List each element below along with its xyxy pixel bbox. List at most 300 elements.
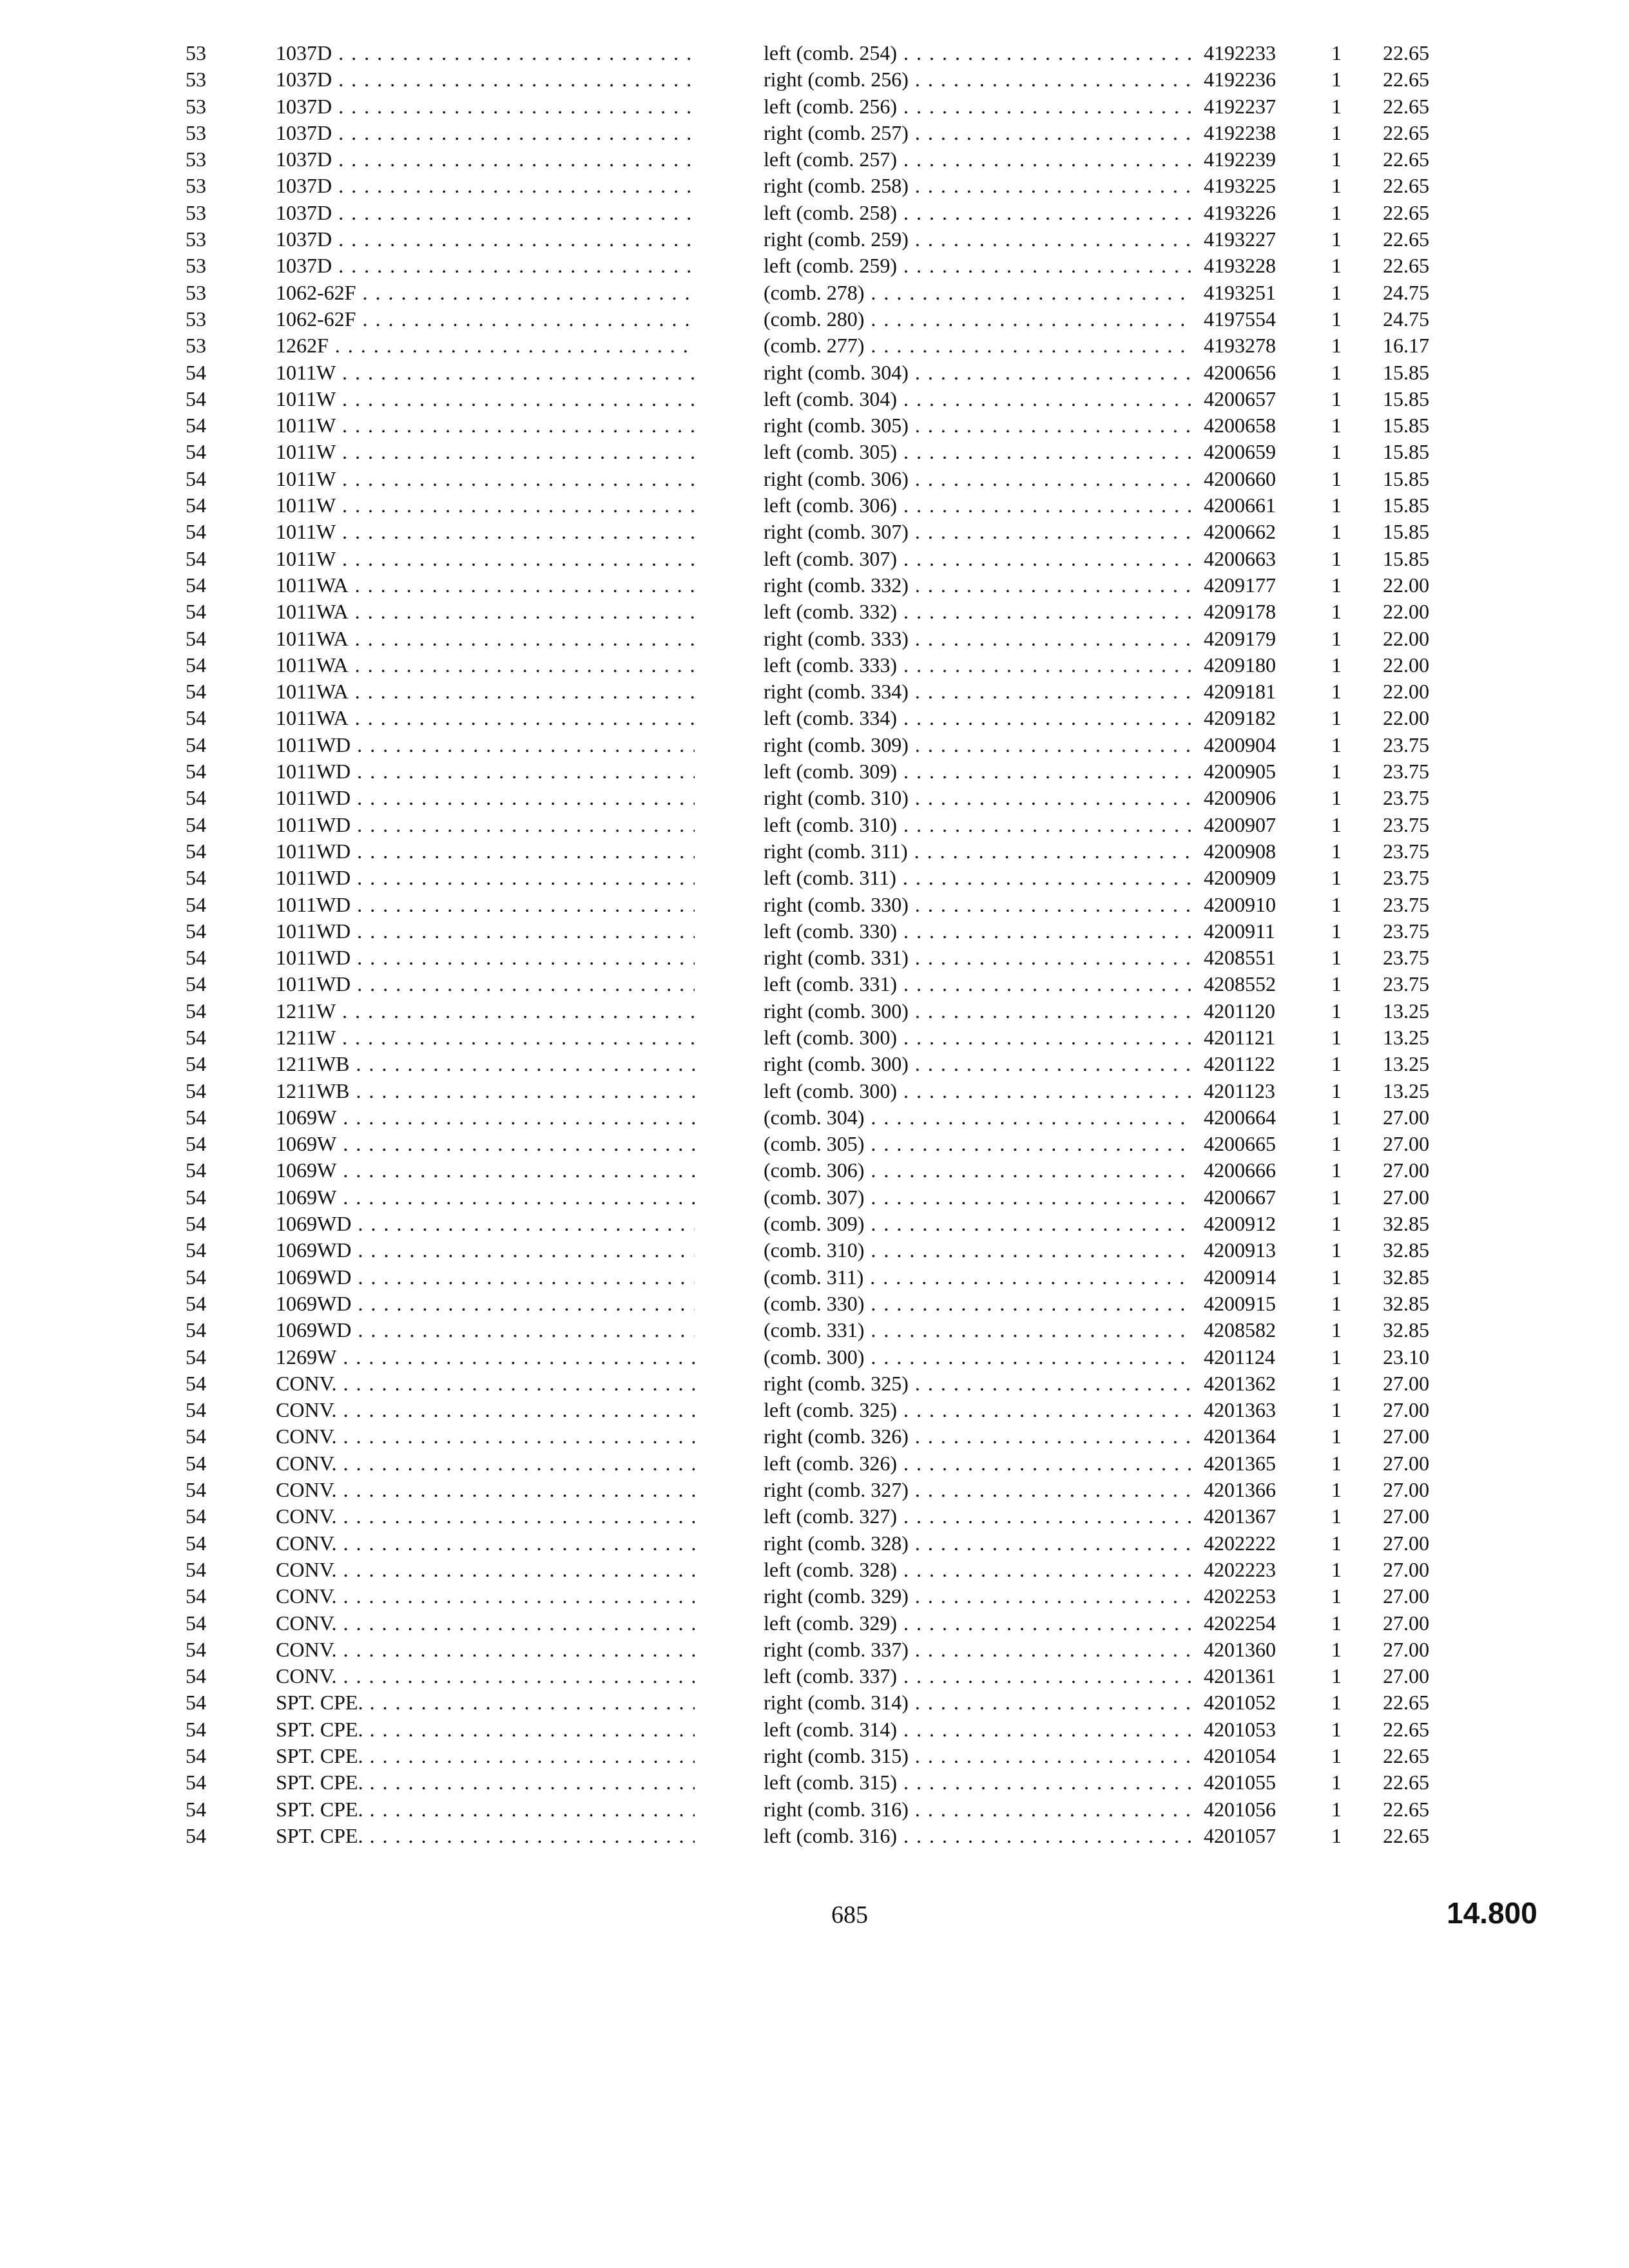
part-number-cell: 4200910 (1204, 892, 1276, 916)
part-number-cell: 4201123 (1204, 1079, 1275, 1102)
description-cell: left (comb. 256) . . . (764, 93, 1192, 120)
year-cell: 54 (186, 1478, 206, 1502)
year-cell: 54 (186, 1717, 206, 1741)
quantity-cell: 1 (1331, 334, 1342, 358)
table-row (0, 1663, 1629, 1689)
quantity-cell: 1 (1331, 946, 1342, 970)
table-row (0, 971, 1629, 997)
description-cell: (comb. 306) . . . (764, 1157, 1192, 1184)
quantity-cell: 1 (1331, 706, 1342, 730)
year-cell: 53 (186, 280, 206, 304)
price-cell: 23.75 (1383, 839, 1429, 863)
quantity-cell: 1 (1331, 1557, 1342, 1581)
year-cell: 54 (186, 546, 206, 570)
part-number-cell: 4201366 (1204, 1478, 1276, 1502)
quantity-cell: 1 (1331, 1584, 1342, 1608)
price-cell: 27.00 (1383, 1451, 1429, 1475)
table-row (0, 1796, 1629, 1823)
part-number-cell: 4200666 (1204, 1158, 1276, 1182)
model-cell: 1069WD . . . (276, 1264, 695, 1291)
description-cell: (comb. 305) . . . (764, 1131, 1192, 1157)
quantity-cell: 1 (1331, 866, 1342, 890)
year-cell: 53 (186, 227, 206, 251)
year-cell: 53 (186, 200, 206, 224)
year-cell: 54 (186, 653, 206, 677)
table-row (0, 173, 1629, 199)
description-cell: right (comb. 258) . . . (764, 173, 1192, 199)
year-cell: 54 (186, 1185, 206, 1209)
price-cell: 23.75 (1383, 733, 1429, 756)
price-cell: 32.85 (1383, 1238, 1429, 1262)
part-number-cell: 4201121 (1204, 1025, 1275, 1049)
price-cell: 16.17 (1383, 334, 1429, 358)
year-cell: 54 (186, 1291, 206, 1315)
quantity-cell: 1 (1331, 1238, 1342, 1262)
table-row (0, 1024, 1629, 1051)
year-cell: 54 (186, 892, 206, 916)
model-cell: 1037D . . . (276, 120, 695, 146)
model-cell: 1069W . . . (276, 1104, 695, 1131)
part-number-cell: 4192233 (1204, 41, 1276, 64)
part-number-cell: 4200665 (1204, 1132, 1276, 1156)
quantity-cell: 1 (1331, 68, 1342, 91)
model-cell: 1011WA . . . (276, 599, 695, 625)
price-cell: 23.75 (1383, 919, 1429, 943)
year-cell: 54 (186, 1132, 206, 1156)
price-cell: 27.00 (1383, 1425, 1429, 1448)
price-cell: 27.00 (1383, 1584, 1429, 1608)
quantity-cell: 1 (1331, 1531, 1342, 1555)
price-cell: 22.65 (1383, 200, 1429, 224)
price-cell: 22.65 (1383, 1691, 1429, 1715)
price-cell: 23.75 (1383, 946, 1429, 970)
year-cell: 53 (186, 307, 206, 331)
quantity-cell: 1 (1331, 786, 1342, 810)
price-cell: 13.25 (1383, 1079, 1429, 1102)
year-cell: 53 (186, 148, 206, 171)
model-cell: 1011WD . . . (276, 945, 695, 971)
part-number-cell: 4200913 (1204, 1238, 1276, 1262)
quantity-cell: 1 (1331, 653, 1342, 677)
part-number-cell: 4201364 (1204, 1425, 1276, 1448)
quantity-cell: 1 (1331, 919, 1342, 943)
table-row (0, 546, 1629, 572)
year-cell: 54 (186, 1823, 206, 1847)
description-cell: left (comb. 310) . . . (764, 812, 1192, 838)
part-number-cell: 4200911 (1204, 919, 1275, 943)
model-cell: 1011W . . . (276, 386, 695, 412)
description-cell: right (comb. 314) . . . (764, 1689, 1192, 1716)
table-row (0, 1610, 1629, 1637)
table-row (0, 652, 1629, 678)
quantity-cell: 1 (1331, 892, 1342, 916)
year-cell: 54 (186, 387, 206, 410)
quantity-cell: 1 (1331, 972, 1342, 996)
year-cell: 54 (186, 1079, 206, 1102)
part-number-cell: 4201057 (1204, 1823, 1276, 1847)
part-number-cell: 4193227 (1204, 227, 1276, 251)
price-cell: 22.65 (1383, 94, 1429, 118)
part-number-cell: 4200904 (1204, 733, 1276, 756)
quantity-cell: 1 (1331, 1318, 1342, 1342)
year-cell: 54 (186, 1052, 206, 1076)
quantity-cell: 1 (1331, 1717, 1342, 1741)
model-cell: 1011WA . . . (276, 572, 695, 599)
year-cell: 54 (186, 1691, 206, 1715)
quantity-cell: 1 (1331, 760, 1342, 783)
quantity-cell: 1 (1331, 600, 1342, 624)
description-cell: right (comb. 334) . . . (764, 678, 1192, 705)
year-cell: 54 (186, 733, 206, 756)
model-cell: CONV. . . . (276, 1370, 695, 1397)
quantity-cell: 1 (1331, 360, 1342, 384)
model-cell: CONV. . . . (276, 1557, 695, 1583)
description-cell: (comb. 331) . . . (764, 1317, 1192, 1343)
model-cell: SPT. CPE. . . . (276, 1743, 695, 1769)
part-number-cell: 4201122 (1204, 1052, 1275, 1076)
part-number-cell: 4200663 (1204, 546, 1276, 570)
part-number-cell: 4208552 (1204, 972, 1276, 996)
quantity-cell: 1 (1331, 1345, 1342, 1369)
description-cell: left (comb. 304) . . . (764, 386, 1192, 412)
price-cell: 32.85 (1383, 1318, 1429, 1342)
description-cell: left (comb. 328) . . . (764, 1557, 1192, 1583)
part-number-cell: 4200664 (1204, 1105, 1276, 1129)
description-cell: (comb. 300) . . . (764, 1344, 1192, 1370)
quantity-cell: 1 (1331, 1771, 1342, 1794)
table-row (0, 892, 1629, 918)
table-row (0, 1397, 1629, 1423)
table-row (0, 812, 1629, 838)
year-cell: 54 (186, 1212, 206, 1236)
part-number-cell: 4202253 (1204, 1584, 1276, 1608)
year-cell: 54 (186, 972, 206, 996)
price-cell: 22.65 (1383, 1717, 1429, 1741)
part-number-cell: 4209178 (1204, 600, 1276, 624)
quantity-cell: 1 (1331, 307, 1342, 331)
table-row (0, 945, 1629, 971)
model-cell: 1069W . . . (276, 1157, 695, 1184)
description-cell: right (comb. 256) . . . (764, 66, 1192, 93)
price-cell: 23.75 (1383, 866, 1429, 890)
price-cell: 15.85 (1383, 440, 1429, 464)
description-cell: left (comb. 307) . . . (764, 546, 1192, 572)
part-number-cell: 4201362 (1204, 1371, 1276, 1395)
table-row (0, 1583, 1629, 1610)
price-cell: 22.65 (1383, 174, 1429, 198)
price-cell: 15.85 (1383, 520, 1429, 544)
year-cell: 54 (186, 1425, 206, 1448)
model-cell: CONV. . . . (276, 1637, 695, 1663)
year-cell: 54 (186, 706, 206, 730)
year-cell: 54 (186, 1771, 206, 1794)
model-cell: 1037D . . . (276, 253, 695, 279)
year-cell: 54 (186, 1158, 206, 1182)
quantity-cell: 1 (1331, 1291, 1342, 1315)
model-cell: 1069WD . . . (276, 1317, 695, 1343)
table-row (0, 226, 1629, 253)
description-cell: right (comb. 331) . . . (764, 945, 1192, 971)
model-cell: 1011WD . . . (276, 865, 695, 891)
part-number-cell: 4192239 (1204, 148, 1276, 171)
model-cell: 1037D . . . (276, 173, 695, 199)
model-cell: 1069W . . . (276, 1131, 695, 1157)
part-number-cell: 4197554 (1204, 307, 1276, 331)
quantity-cell: 1 (1331, 94, 1342, 118)
table-row (0, 1557, 1629, 1583)
model-cell: CONV. . . . (276, 1450, 695, 1477)
year-cell: 54 (186, 786, 206, 810)
page-number: 685 (831, 1901, 868, 1928)
part-number-cell: 4200912 (1204, 1212, 1276, 1236)
table-row (0, 1743, 1629, 1769)
description-cell: right (comb. 329) . . . (764, 1583, 1192, 1610)
quantity-cell: 1 (1331, 440, 1342, 464)
year-cell: 53 (186, 41, 206, 64)
quantity-cell: 1 (1331, 414, 1342, 437)
year-cell: 54 (186, 626, 206, 650)
quantity-cell: 1 (1331, 1451, 1342, 1475)
year-cell: 54 (186, 1345, 206, 1369)
price-cell: 22.00 (1383, 573, 1429, 597)
table-row (0, 1051, 1629, 1077)
table-row (0, 1078, 1629, 1104)
year-cell: 53 (186, 68, 206, 91)
table-row (0, 519, 1629, 545)
table-row (0, 492, 1629, 519)
price-cell: 23.10 (1383, 1345, 1429, 1369)
part-number-cell: 4209182 (1204, 706, 1276, 730)
year-cell: 54 (186, 466, 206, 490)
table-row (0, 1716, 1629, 1743)
quantity-cell: 1 (1331, 1265, 1342, 1289)
part-number-cell: 4200660 (1204, 466, 1276, 490)
price-cell: 13.25 (1383, 1025, 1429, 1049)
part-number-cell: 4193228 (1204, 254, 1276, 278)
description-cell: left (comb. 316) . . . (764, 1823, 1192, 1849)
part-number-cell: 4193225 (1204, 174, 1276, 198)
model-cell: 1011W . . . (276, 360, 695, 386)
table-row (0, 360, 1629, 386)
description-cell: right (comb. 328) . . . (764, 1530, 1192, 1557)
table-row (0, 280, 1629, 306)
quantity-cell: 1 (1331, 227, 1342, 251)
price-cell: 32.85 (1383, 1212, 1429, 1236)
part-number-cell: 4201053 (1204, 1717, 1276, 1741)
description-cell: right (comb. 337) . . . (764, 1637, 1192, 1663)
description-cell: left (comb. 258) . . . (764, 200, 1192, 226)
model-cell: CONV. . . . (276, 1423, 695, 1450)
year-cell: 54 (186, 1398, 206, 1422)
year-cell: 54 (186, 1504, 206, 1528)
price-cell: 27.00 (1383, 1611, 1429, 1635)
part-number-cell: 4201124 (1204, 1345, 1275, 1369)
part-number-cell: 4200908 (1204, 839, 1276, 863)
quantity-cell: 1 (1331, 1158, 1342, 1182)
description-cell: right (comb. 300) . . . (764, 1051, 1192, 1077)
model-cell: SPT. CPE. . . . (276, 1769, 695, 1796)
price-cell: 27.00 (1383, 1158, 1429, 1182)
table-row (0, 865, 1629, 891)
description-cell: right (comb. 307) . . . (764, 519, 1192, 545)
part-number-cell: 4193251 (1204, 280, 1276, 304)
year-cell: 53 (186, 334, 206, 358)
price-cell: 32.85 (1383, 1265, 1429, 1289)
model-cell: 1011WD . . . (276, 812, 695, 838)
part-number-cell: 4192236 (1204, 68, 1276, 91)
part-number-cell: 4200667 (1204, 1185, 1276, 1209)
model-cell: 1011WA . . . (276, 705, 695, 731)
year-cell: 54 (186, 360, 206, 384)
part-number-cell: 4201363 (1204, 1398, 1276, 1422)
table-row (0, 1237, 1629, 1264)
description-cell: right (comb. 300) . . . (764, 998, 1192, 1024)
description-cell: (comb. 304) . . . (764, 1104, 1192, 1131)
model-cell: 1011W . . . (276, 519, 695, 545)
year-cell: 54 (186, 680, 206, 704)
quantity-cell: 1 (1331, 626, 1342, 650)
table-row (0, 678, 1629, 705)
table-row (0, 146, 1629, 173)
quantity-cell: 1 (1331, 1504, 1342, 1528)
model-cell: SPT. CPE. . . . (276, 1823, 695, 1849)
description-cell: (comb. 309) . . . (764, 1211, 1192, 1237)
part-number-cell: 4200657 (1204, 387, 1276, 410)
table-row (0, 200, 1629, 226)
table-row (0, 466, 1629, 492)
quantity-cell: 1 (1331, 999, 1342, 1023)
table-row (0, 758, 1629, 785)
price-cell: 24.75 (1383, 307, 1429, 331)
year-cell: 54 (186, 1451, 206, 1475)
price-cell: 27.00 (1383, 1478, 1429, 1502)
price-cell: 15.85 (1383, 546, 1429, 570)
price-cell: 23.75 (1383, 786, 1429, 810)
table-row (0, 253, 1629, 279)
model-cell: CONV. . . . (276, 1397, 695, 1423)
quantity-cell: 1 (1331, 174, 1342, 198)
table-row (0, 838, 1629, 865)
price-cell: 22.65 (1383, 148, 1429, 171)
quantity-cell: 1 (1331, 200, 1342, 224)
quantity-cell: 1 (1331, 1052, 1342, 1076)
price-cell: 27.00 (1383, 1531, 1429, 1555)
quantity-cell: 1 (1331, 1823, 1342, 1847)
year-cell: 54 (186, 1637, 206, 1661)
parts-table (0, 40, 1629, 1849)
description-cell: left (comb. 332) . . . (764, 599, 1192, 625)
description-cell: (comb. 278) . . . (764, 280, 1192, 306)
quantity-cell: 1 (1331, 1611, 1342, 1635)
table-row (0, 1450, 1629, 1477)
model-cell: 1011WA . . . (276, 652, 695, 678)
price-cell: 23.75 (1383, 812, 1429, 836)
quantity-cell: 1 (1331, 120, 1342, 144)
part-number-cell: 4201052 (1204, 1691, 1276, 1715)
price-cell: 22.00 (1383, 626, 1429, 650)
model-cell: 1062-62F . . . (276, 280, 695, 306)
part-number-cell: 4208551 (1204, 946, 1276, 970)
table-row (0, 1637, 1629, 1663)
description-cell: left (comb. 257) . . . (764, 146, 1192, 173)
year-cell: 53 (186, 94, 206, 118)
description-cell: right (comb. 305) . . . (764, 412, 1192, 439)
price-cell: 13.25 (1383, 1052, 1429, 1076)
table-row (0, 572, 1629, 599)
description-cell: right (comb. 316) . . . (764, 1796, 1192, 1823)
quantity-cell: 1 (1331, 1478, 1342, 1502)
year-cell: 54 (186, 1664, 206, 1688)
description-cell: left (comb. 331) . . . (764, 971, 1192, 997)
price-cell: 27.00 (1383, 1185, 1429, 1209)
description-cell: right (comb. 332) . . . (764, 572, 1192, 599)
quantity-cell: 1 (1331, 1025, 1342, 1049)
price-cell: 15.85 (1383, 494, 1429, 517)
description-cell: (comb. 280) . . . (764, 306, 1192, 332)
description-cell: left (comb. 333) . . . (764, 652, 1192, 678)
description-cell: left (comb. 254) . . . (764, 40, 1192, 66)
year-cell: 54 (186, 414, 206, 437)
price-cell: 22.00 (1383, 600, 1429, 624)
quantity-cell: 1 (1331, 41, 1342, 64)
quantity-cell: 1 (1331, 1185, 1342, 1209)
quantity-cell: 1 (1331, 387, 1342, 410)
quantity-cell: 1 (1331, 1132, 1342, 1156)
model-cell: 1011W . . . (276, 466, 695, 492)
part-number-cell: 4200661 (1204, 494, 1276, 517)
table-row (0, 40, 1629, 66)
model-cell: CONV. . . . (276, 1503, 695, 1530)
description-cell: right (comb. 304) . . . (764, 360, 1192, 386)
model-cell: CONV. . . . (276, 1610, 695, 1637)
year-cell: 54 (186, 520, 206, 544)
price-cell: 15.85 (1383, 360, 1429, 384)
table-row (0, 1291, 1629, 1317)
quantity-cell: 1 (1331, 520, 1342, 544)
model-cell: CONV. . . . (276, 1663, 695, 1689)
table-row (0, 1131, 1629, 1157)
table-row (0, 1184, 1629, 1211)
price-cell: 15.85 (1383, 466, 1429, 490)
part-number-cell: 4201360 (1204, 1637, 1276, 1661)
description-cell: right (comb. 327) . . . (764, 1477, 1192, 1503)
price-cell: 22.00 (1383, 706, 1429, 730)
part-number-cell: 4201056 (1204, 1797, 1276, 1821)
description-cell: right (comb. 257) . . . (764, 120, 1192, 146)
model-cell: 1011WA . . . (276, 678, 695, 705)
model-cell: 1037D . . . (276, 40, 695, 66)
table-row (0, 93, 1629, 120)
part-number-cell: 4200658 (1204, 414, 1276, 437)
description-cell: left (comb. 300) . . . (764, 1078, 1192, 1104)
quantity-cell: 1 (1331, 280, 1342, 304)
price-cell: 27.00 (1383, 1398, 1429, 1422)
price-cell: 24.75 (1383, 280, 1429, 304)
quantity-cell: 1 (1331, 1664, 1342, 1688)
table-row (0, 386, 1629, 412)
part-number-cell: 4200906 (1204, 786, 1276, 810)
price-cell: 23.75 (1383, 972, 1429, 996)
table-row (0, 705, 1629, 731)
table-row (0, 332, 1629, 359)
description-cell: (comb. 277) . . . (764, 332, 1192, 359)
year-cell: 54 (186, 999, 206, 1023)
price-cell: 22.65 (1383, 1744, 1429, 1767)
price-cell: 22.65 (1383, 41, 1429, 64)
model-cell: 1011WD . . . (276, 918, 695, 945)
quantity-cell: 1 (1331, 839, 1342, 863)
description-cell: left (comb. 311) . . . (764, 865, 1192, 891)
